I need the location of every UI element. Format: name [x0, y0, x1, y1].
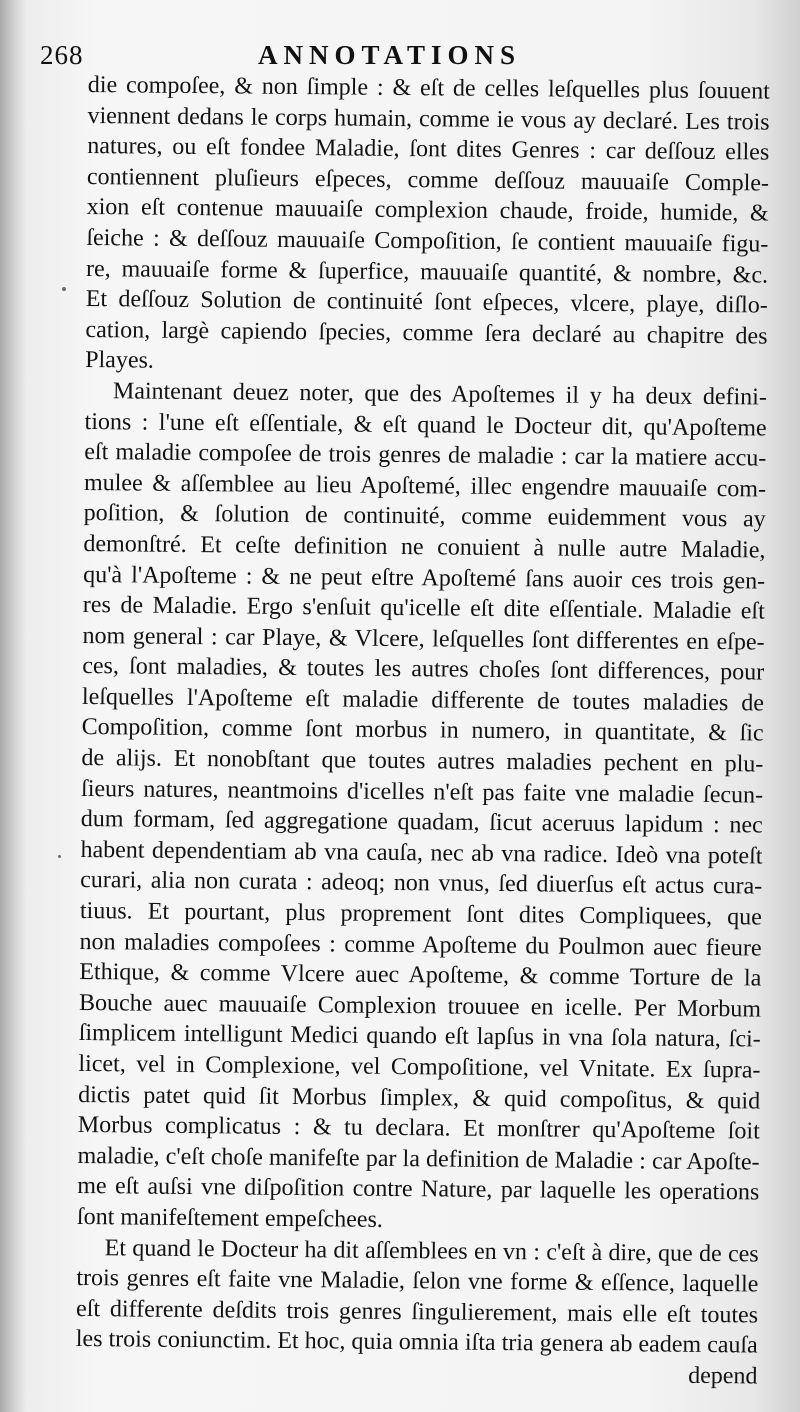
text-line: de alijs. Et nonobſtant que toutes autres maladies pechent en plu- — [81, 745, 764, 778]
text-line: ces, ſont maladies, & toutes les autres choſes ſont differences, pour — [82, 653, 765, 686]
page-number: 268 — [40, 40, 84, 70]
text-line: demonſtré. Et ceſte definition ne conuient à nulle autre Maladie, — [83, 530, 766, 564]
text-line: mulee & aſſemblee au lieu Apoſtemé, illec engendre mauuaiſe com- — [83, 469, 767, 503]
text-line: les trois coniunctim. Et hoc, quia omnia iſta tria genera ab eadem cauſa — [75, 1326, 758, 1359]
text-body — [75, 70, 770, 1392]
text-line: licet, vel in Complexione, vel Compoſitione, vel Vnitate. Ex ſupra- — [78, 1050, 761, 1084]
catchword: depend — [688, 1362, 758, 1390]
ink-blemish — [62, 287, 66, 291]
text-line: ſimplicem intelligunt Medici quando eſt lapſus in vna ſola natura, ſci- — [78, 1020, 761, 1053]
text-line: ſeiche : & deſſouz mauuaiſe Compoſition, ſe contient mauuaiſe figu- — [86, 224, 769, 258]
text-line: leſquelles l'Apoſteme eſt maladie differente de toutes maladies de — [81, 683, 765, 717]
text-line: dictis patet quid ſit Morbus ſimplex, & quid compoſitus, & quid — [78, 1081, 761, 1115]
text-line: tiuus. Et pourtant, plus proprement ſont dites Compliquees, que — [79, 897, 763, 931]
text-line: Morbus complicatus : & tu declara. Et monſtrer qu'Apoſteme ſoit — [77, 1112, 760, 1145]
text-line: Et quand le Docteur ha dit aſſemblees en vn : c'eſt à dire, que de ces — [104, 1234, 759, 1268]
text-line: ſieurs natures, neantmoins d'icelles n'eſt pas faite vne maladie ſecun- — [80, 775, 764, 809]
text-line: Bouche auec mauuaiſe Complexion trouuee en icelle. Per Morbum — [78, 989, 762, 1023]
text-line: poſition, & ſolution de continuité, comme euidemment vous ay — [83, 500, 766, 533]
ink-blemish — [58, 855, 61, 858]
text-line: re, mauuaiſe forme & ſuperfice, mauuaiſe quantité, & nombre, &c. — [85, 255, 769, 289]
text-line: res de Maladie. Ergo s'enſuit qu'icelle eſt dite eſſentiale. Maladie eſt — [82, 592, 765, 625]
page-binding-shadow — [0, 0, 26, 1412]
text-line: qu'à l'Apoſteme : & ne peut eſtre Apoſtemé ſans auoir ces trois gen- — [83, 561, 766, 595]
text-line: cation, largè capiendo ſpecies, comme ſera declaré au chapitre des — [85, 316, 768, 350]
text-line: natures, ou eſt fondee Maladie, ſont dites Genres : car deſſouz elles — [87, 133, 770, 166]
text-line: trois genres eſt faite vne Maladie, ſelon vne forme & eſſence, laquelle — [76, 1265, 759, 1298]
text-line: eſt maladie compoſee de trois genres de maladie : car la matiere accu- — [84, 439, 767, 472]
text-line: non maladies compoſees : comme Apoſteme du Poulmon auec fieure — [79, 928, 762, 962]
text-line: maladie, c'eſt choſe manifeſte par la definition de Maladie : car Apoſte- — [77, 1142, 760, 1176]
text-line: die compoſee, & non ſimple : & eſt de celles leſquelles plus ſouuent — [87, 71, 770, 105]
text-line: Maintenant deuez noter, que des Apoſtemes il y ha deux defini- — [112, 378, 768, 411]
text-line: nom general : car Playe, & Vlcere, leſquelles ſont differentes en eſpe- — [82, 622, 765, 656]
text-line: Et deſſouz Solution de continuité ſont eſpeces, vlcere, playe, diſlo- — [85, 286, 768, 319]
text-line: habent dependentiam ab vna cauſa, nec ab vna radice. Ideò vna poteſt — [80, 836, 763, 870]
text-line: contiennent pluſieurs eſpeces, comme deſſouz mauuaiſe Comple- — [86, 163, 770, 197]
text-line: tions : l'une eſt eſſentiale, & eſt quand le Docteur dit, qu'Apoſteme — [84, 408, 767, 442]
text-line: ſont manifeſtement empeſchees. — [76, 1203, 383, 1233]
running-title: ANNOTATIONS — [258, 40, 522, 70]
text-line: me eſt auſsi vne diſpoſition contre Nature, par laquelle les operations — [77, 1173, 760, 1206]
text-line: eſt differente deſdits trois genres ſingulierement, mais elle eſt toutes — [75, 1295, 759, 1329]
text-line: Playes. — [85, 347, 155, 374]
text-line: Ethique, & comme Vlcere auec Apoſteme, & comme Torture de la — [79, 959, 762, 992]
text-line: Compoſition, comme ſont morbus in numero, in quantitate, & ſic — [81, 714, 764, 747]
text-line: viennent dedans le corps humain, comme ie vous ay declaré. Les trois — [87, 102, 770, 136]
text-line: xion eſt contenue mauuaiſe complexion chaude, froide, humide, & — [86, 194, 769, 227]
text-line: dum formam, ſed aggregatione quadam, ſicut aceruus lapidum : nec — [80, 806, 763, 839]
text-line: curari, alia non curata : adeoq; non vnus, ſed diuerſus eſt actus cura- — [80, 867, 763, 900]
